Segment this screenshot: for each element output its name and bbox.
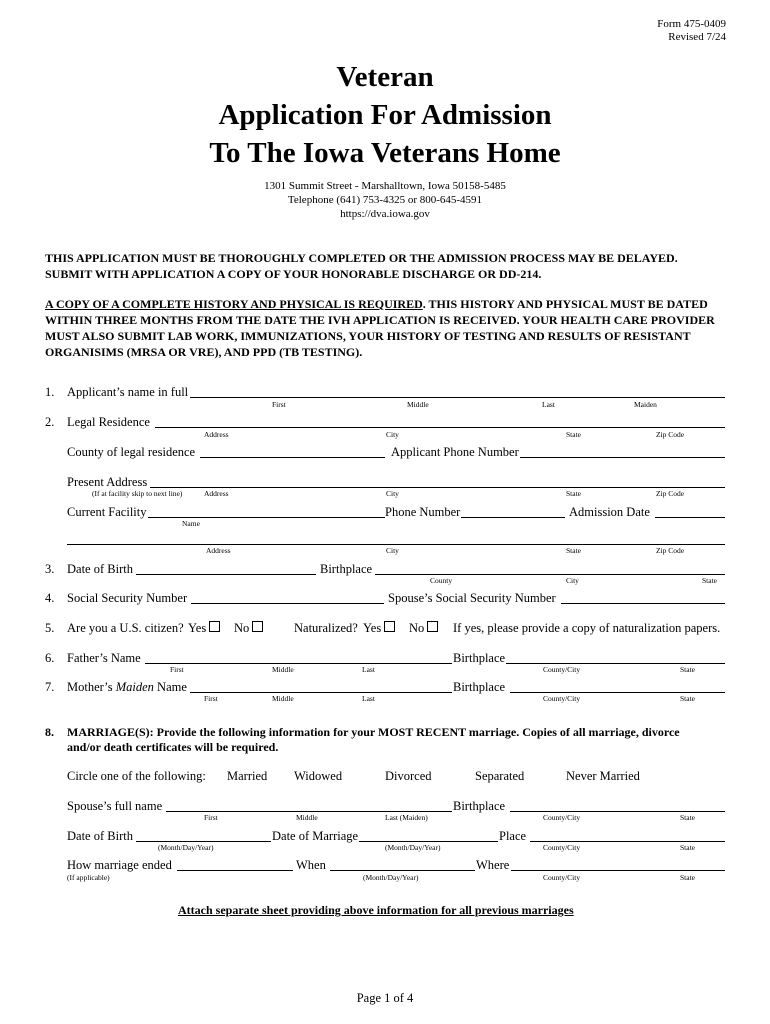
sub-county-city: County/City: [543, 813, 581, 822]
spouse-ssn-field[interactable]: [561, 603, 725, 604]
sub-first: First: [170, 665, 184, 674]
revised-date: Revised 7/24: [668, 31, 726, 43]
marriage-heading: [67, 725, 680, 755]
q4-number: 4.: [45, 591, 55, 605]
marriage-heading-line1: MARRIAGE(S): Provide the following information for your MOST RECENT marriage. Copies of all marriage, divorce: [67, 725, 680, 739]
address-street: 1301 Summit Street - Marshalltown, Iowa 50158-5485: [264, 180, 506, 192]
q7-label-post: Name: [153, 680, 187, 694]
sub-state: State: [680, 873, 695, 882]
sub-last-maiden: Last (Maiden): [385, 813, 428, 822]
circle-label: Circle one of the following:: [67, 769, 206, 783]
naturalized-label: Naturalized?: [294, 621, 358, 635]
facility-phone-field[interactable]: [461, 517, 565, 518]
present-address-field[interactable]: [150, 487, 725, 488]
sub-city: City: [386, 546, 399, 555]
sub-city: City: [386, 430, 399, 439]
admission-date-field[interactable]: [655, 517, 725, 518]
sub-address: Address: [206, 546, 231, 555]
q7-label-maiden: Maiden: [115, 680, 154, 694]
sub-name: Name: [182, 519, 200, 528]
county-label: County of legal residence: [67, 445, 196, 459]
applicant-name-field[interactable]: [190, 397, 725, 398]
father-birthplace-label: Birthplace: [453, 651, 506, 665]
sub-last: Last: [362, 665, 375, 674]
q7-label: [67, 680, 187, 695]
marriage-place-field[interactable]: [530, 841, 725, 842]
citizen-no-option[interactable]: [234, 621, 263, 636]
q6-label: Father’s Name: [67, 651, 141, 665]
admission-date-label: Admission Date: [569, 505, 650, 519]
notice-application: [45, 250, 735, 282]
birthplace-label: Birthplace: [320, 562, 373, 576]
when-field[interactable]: [330, 870, 475, 871]
date-of-birth-field[interactable]: [136, 574, 316, 575]
spouse-dob-field[interactable]: [136, 841, 271, 842]
sub-zip: Zip Code: [656, 546, 685, 555]
q1-label: Applicant’s name in full: [67, 385, 189, 399]
citizen-no-checkbox[interactable]: [252, 621, 263, 632]
ssn-field[interactable]: [191, 603, 384, 604]
applicant-phone-field[interactable]: [520, 457, 725, 458]
spouse-birthplace-label: Birthplace: [453, 799, 506, 813]
sub-state: State: [680, 665, 695, 674]
notice-required-rest: . THIS HISTORY AND PHYSICAL MUST BE DATED WITHIN THREE MONTHS FROM THE DATE THE IVH APPLICATION IS RECEIVED. YOUR HEALTH CARE PROVIDER MUST ALSO SUBMIT LAB WORK, IMMUNIZATIONS, YOUR HISTORY OF TESTING AND RESULTS OF RESISTANT ORGANISIMS (MRSA OR VRE), AND PPD (TB TESTING).: [45, 297, 715, 359]
citizen-yes-checkbox[interactable]: [209, 621, 220, 632]
sub-city: City: [566, 576, 579, 585]
sub-month-day-year: (Month/Day/Year): [158, 843, 214, 852]
q8-number: 8.: [45, 725, 54, 739]
page-title-line1: Veteran: [336, 61, 434, 93]
naturalized-no-label: No: [409, 621, 425, 635]
sub-county: County: [430, 576, 453, 585]
q3-number: 3.: [45, 562, 55, 576]
sub-middle: Middle: [296, 813, 318, 822]
page-number: Page 1 of 4: [356, 991, 414, 1005]
page-title-line2: Application For Admission: [218, 99, 552, 131]
q5-label: Are you a U.S. citizen?: [67, 621, 184, 635]
birthplace-field[interactable]: [375, 574, 725, 575]
q2-label: Legal Residence: [67, 415, 150, 429]
sub-month-day-year: (Month/Day/Year): [385, 843, 441, 852]
sub-zip: Zip Code: [656, 489, 685, 498]
page-title-line3: To The Iowa Veterans Home: [209, 137, 561, 169]
sub-last: Last: [542, 400, 555, 409]
q5-number: 5.: [45, 621, 55, 635]
applicant-phone-label: Applicant Phone Number: [391, 445, 519, 459]
form-number: Form 475-0409: [657, 18, 726, 30]
sub-address: Address: [204, 489, 229, 498]
citizen-yes-label: Yes: [188, 621, 207, 635]
sub-state: State: [680, 813, 695, 822]
spouse-dob-label: Date of Birth: [67, 829, 133, 843]
current-facility-label: Current Facility: [67, 505, 147, 519]
q1-number: 1.: [45, 385, 55, 399]
notice-required-underlined: A COPY OF A COMPLETE HISTORY AND PHYSICAL IS REQUIRED: [45, 297, 423, 311]
sub-middle: Middle: [272, 694, 294, 703]
sub-county-city: County/City: [543, 665, 581, 674]
current-facility-field[interactable]: [148, 517, 385, 518]
sub-first: First: [204, 813, 218, 822]
option-separated[interactable]: Separated: [475, 769, 525, 783]
citizen-no-label: No: [234, 621, 250, 635]
notice-line2: SUBMIT WITH APPLICATION A COPY OF YOUR HONORABLE DISCHARGE OR DD-214.: [45, 267, 542, 281]
legal-residence-field[interactable]: [155, 427, 725, 428]
mother-birthplace-label: Birthplace: [453, 680, 506, 694]
naturalized-no-checkbox[interactable]: [427, 621, 438, 632]
q2-number: 2.: [45, 415, 55, 429]
sub-zip: Zip Code: [656, 430, 685, 439]
address-telephone: Telephone (641) 753-4325 or 800-645-4591: [287, 194, 483, 206]
when-label: When: [296, 858, 326, 872]
facility-phone-label: Phone Number: [385, 505, 461, 519]
sub-state: State: [702, 576, 717, 585]
marriage-place-label: Place: [499, 829, 527, 843]
q4-label: Social Security Number: [67, 591, 188, 605]
option-divorced[interactable]: Divorced: [385, 769, 432, 783]
sub-county-city: County/City: [543, 873, 581, 882]
present-address-label: Present Address: [67, 475, 148, 489]
county-field[interactable]: [200, 457, 385, 458]
sub-first: First: [204, 694, 218, 703]
q7-number: 7.: [45, 680, 55, 694]
form-header: [657, 18, 726, 44]
father-birthplace-field[interactable]: [506, 663, 725, 664]
sub-city: City: [386, 489, 399, 498]
date-of-marriage-field[interactable]: [359, 841, 498, 842]
attach-note: Attach separate sheet providing above information for all previous marriages: [178, 903, 574, 917]
q6-number: 6.: [45, 651, 55, 665]
sub-month-day-year: (Month/Day/Year): [363, 873, 419, 882]
sub-county-city: County/City: [543, 694, 581, 703]
sub-state: State: [566, 546, 581, 555]
spouse-name-field[interactable]: [166, 811, 452, 812]
spouse-name-label: Spouse’s full name: [67, 799, 163, 813]
sub-first: First: [272, 400, 286, 409]
marriage-ended-field[interactable]: [177, 870, 293, 871]
naturalized-yes-checkbox[interactable]: [384, 621, 395, 632]
sub-middle: Middle: [407, 400, 429, 409]
naturalization-note: If yes, please provide a copy of naturalization papers.: [453, 621, 721, 635]
sub-county-city: County/City: [543, 843, 581, 852]
present-address-note: (If at facility skip to next line): [92, 489, 183, 498]
mother-birthplace-field[interactable]: [510, 692, 725, 693]
option-widowed[interactable]: Widowed: [294, 769, 343, 783]
naturalized-yes-label: Yes: [363, 621, 382, 635]
option-never-married[interactable]: Never Married: [566, 769, 640, 783]
option-married[interactable]: Married: [227, 769, 268, 783]
marriage-heading-line2: and/or death certificates will be required.: [67, 740, 279, 754]
sub-state: State: [680, 694, 695, 703]
naturalized-no-option[interactable]: [409, 621, 438, 636]
sub-state: State: [566, 430, 581, 439]
sub-last: Last: [362, 694, 375, 703]
mother-name-field[interactable]: [190, 692, 452, 693]
sub-middle: Middle: [272, 665, 294, 674]
where-label: Where: [476, 858, 510, 872]
sub-maiden: Maiden: [634, 400, 657, 409]
q3-label: Date of Birth: [67, 562, 133, 576]
spouse-birthplace-field[interactable]: [510, 811, 725, 812]
facility-address-field[interactable]: [67, 544, 725, 545]
sub-address: Address: [204, 430, 229, 439]
notice-line1: THIS APPLICATION MUST BE THOROUGHLY COMPLETED OR THE ADMISSION PROCESS MAY BE DELAYED.: [45, 251, 678, 265]
marriage-ended-label: How marriage ended: [67, 858, 172, 872]
sub-if-applicable: (If applicable): [67, 873, 110, 882]
sub-state: State: [566, 489, 581, 498]
notice-history-physical: [45, 296, 735, 360]
q7-label-pre: Mother’s: [67, 680, 116, 694]
where-field[interactable]: [511, 870, 725, 871]
sub-state: State: [680, 843, 695, 852]
date-of-marriage-label: Date of Marriage: [272, 829, 359, 843]
spouse-ssn-label: Spouse’s Social Security Number: [388, 591, 556, 605]
citizen-yes-option[interactable]: [188, 621, 220, 636]
naturalized-yes-option[interactable]: [363, 621, 395, 636]
address-website: https://dva.iowa.gov: [340, 208, 430, 220]
father-name-field[interactable]: [145, 663, 452, 664]
